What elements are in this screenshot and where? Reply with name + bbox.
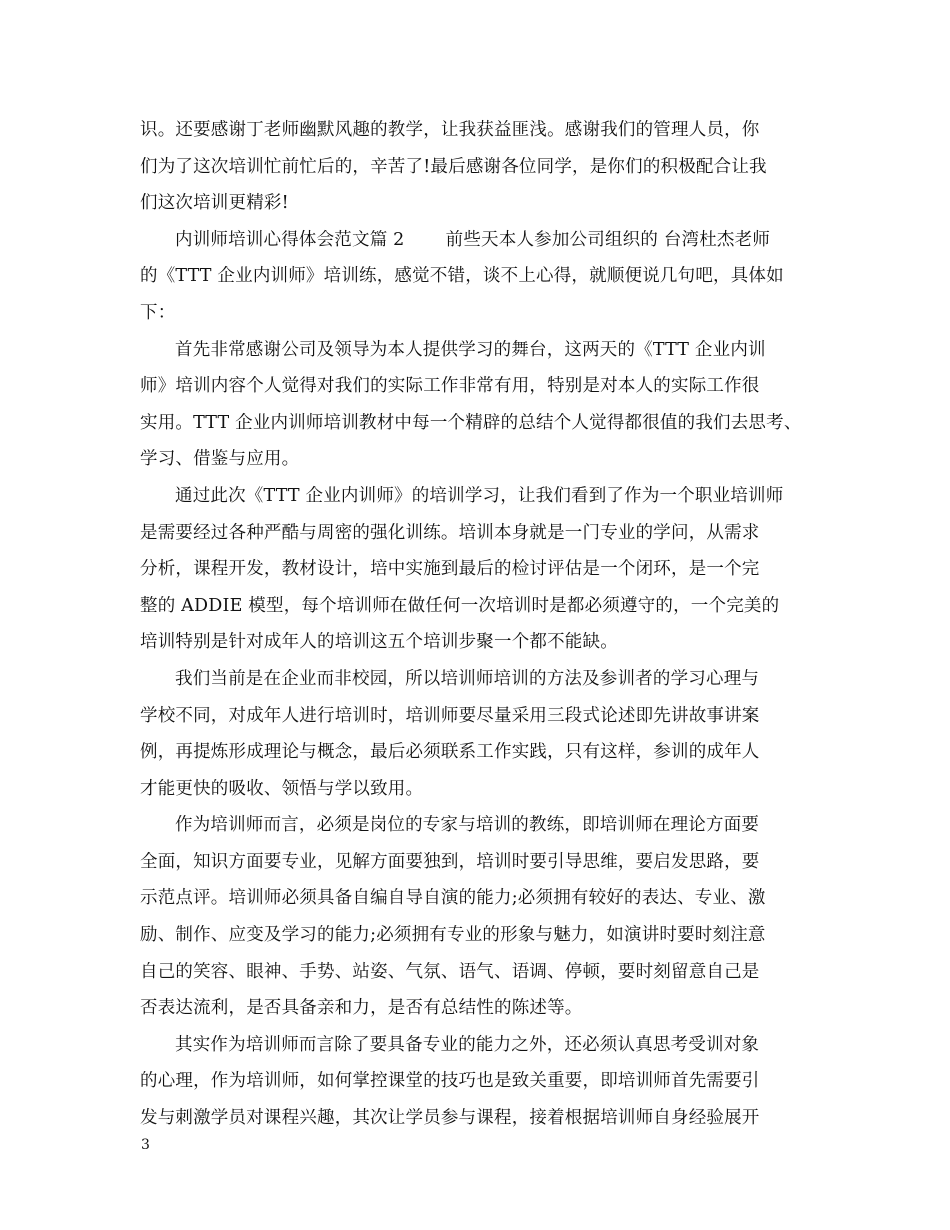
text-line: 整的 ADDIE 模型，每个培训师在做任何一次培训时是都必须遵守的，一个完美的 [140,595,780,616]
text-line: 们为了这次培训忙前忙后的，辛苦了!最后感谢各位同学，是你们的积极配合让我 [140,156,767,177]
body-text [140,112,830,1137]
text-line: 是需要经过各种严酷与周密的强化训练。培训本身就是一门专业的学问，从需求 [140,522,760,543]
text-line: 学习、借鉴与应用。 [140,449,300,470]
text-line: 培训特别是针对成年人的培训这五个培训步聚一个都不能缺。 [140,632,618,653]
text-line: 内训师培训心得体会范文篇 2 前些天本人参加公司组织的 台湾杜杰老师 [175,229,771,250]
text-line: 励、制作、应变及学习的能力;必须拥有专业的形象与魅力，如演讲时要时刻注意 [140,925,766,946]
text-line: 通过此次《TTT 企业内训师》的培训学习，让我们看到了作为一个职业培训师 [175,485,784,506]
text-line: 下： [140,302,176,323]
text-line: 识。还要感谢丁老师幽默风趣的教学，让我获益匪浅。感谢我们的管理人员，你 [140,120,760,140]
text-line: 们这次培训更精彩! [140,193,289,214]
text-line: 学校不同，对成年人进行培训时，培训师要尽量采用三段式论述即先讲故事讲案 [140,705,760,726]
text-line: 自己的笑容、眼神、手势、站姿、气氛、语气、语调、停顿，要时刻留意自己是 [140,961,760,982]
text-line: 首先非常感谢公司及领导为本人提供学习的舞台，这两天的《TTT 企业内训 [175,339,766,360]
text-line: 全面，知识方面要专业，见解方面要独到，培训时要引导思维，要启发思路，要 [140,851,760,872]
text-line: 实用。TTT 企业内训师培训教材中每一个精辟的总结个人觉得都很值的我们去思考、 [140,412,802,433]
text-line: 其实作为培训师而言除了要具备专业的能力之外，还必须认真思考受训对象 [175,1034,760,1055]
text-line: 的《TTT 企业内训师》培训练，感觉不错，谈不上心得，就顺便说几句吧，具体如 [140,266,784,287]
text-line: 的心理，作为培训师，如何掌控课堂的技巧也是致关重要，即培训师首先需要引 [140,1071,760,1092]
text-line: 才能更快的吸收、领悟与学以致用。 [140,778,424,799]
text-line: 发与刺激学员对课程兴趣，其次让学员参与课程，接着根据培训师自身经验展开 [140,1108,760,1129]
page-number: 3 [141,1137,150,1153]
text-line: 示范点评。培训师必须具备自编自导自演的能力;必须拥有较好的表达、专业、激 [140,888,766,909]
text-line: 否表达流利，是否具备亲和力，是否有总结性的陈述等。 [140,998,583,1019]
text-line: 例，再提炼形成理论与概念，最后必须联系工作实践，只有这样，参训的成年人 [140,742,760,763]
text-line: 我们当前是在企业而非校园，所以培训师培训的方法及参训者的学习心理与 [175,668,760,689]
text-line: 作为培训师而言，必须是岗位的专家与培训的教练，即培训师在理论方面要 [175,815,760,836]
text-line: 师》培训内容个人觉得对我们的实际工作非常有用，特别是对本人的实际工作很 [140,376,760,397]
text-line: 分析，课程开发，教材设计，培中实施到最后的检讨评估是一个闭环，是一个完 [140,559,760,580]
